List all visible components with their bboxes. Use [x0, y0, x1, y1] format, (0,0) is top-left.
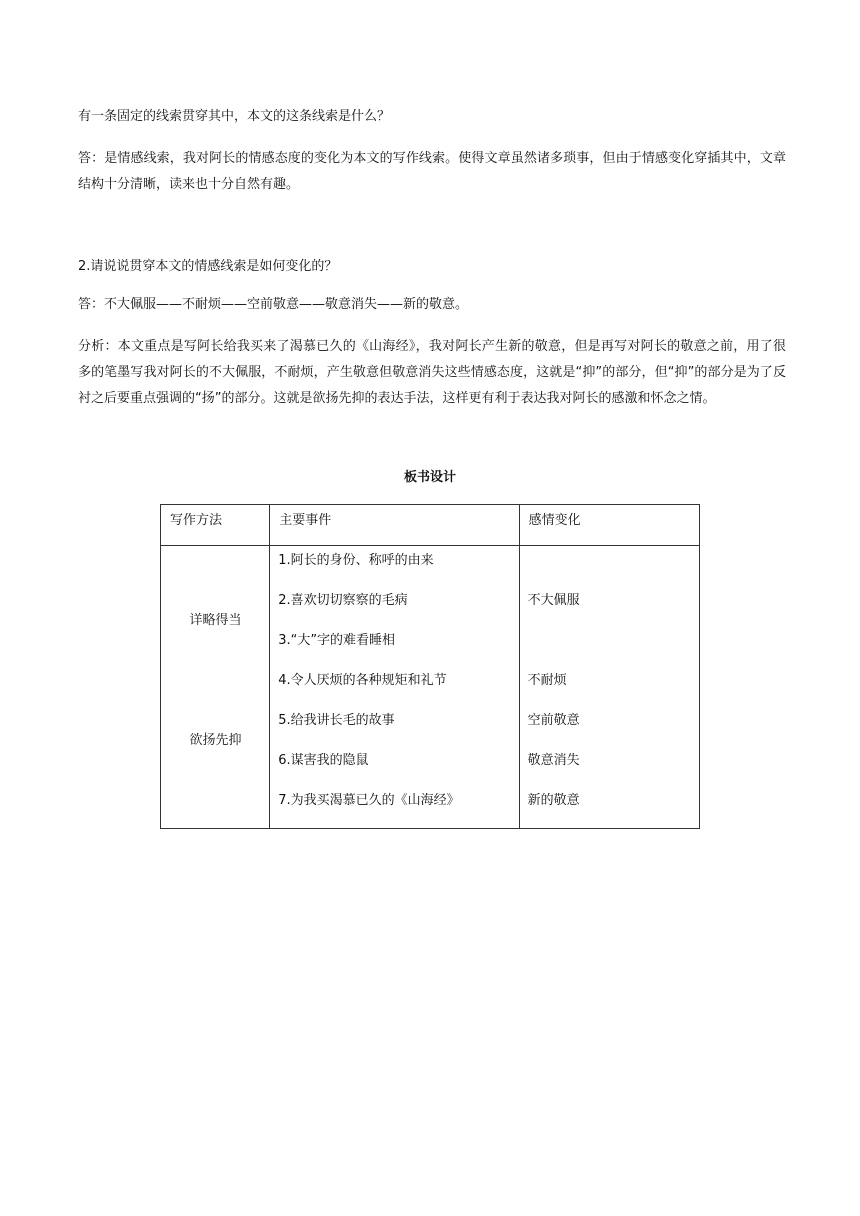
events-cell	[270, 546, 519, 829]
method-detail-balance: 详略得当	[189, 613, 242, 628]
event-item: 6.谋害我的隐鼠	[278, 753, 369, 768]
answer-clue-text: 答：是情感线索，我对阿长的情感态度的变化为本文的写作线索。使得文章虽然诸多琐事，但由于情感变化穿插其中，文章结构十分清晰，读来也十分自然有趣。	[78, 151, 786, 192]
header-cell-events	[270, 505, 519, 546]
header-cell-method	[161, 505, 270, 546]
table-header-row	[161, 505, 700, 546]
analysis-text: 分析：本文重点是写阿长给我买来了渴慕已久的《山海经》，我对阿长产生新的敬意，但是再写对阿长的敬意之前，用了很多的笔墨写我对阿长的不大佩服，不耐烦，产生敬意但敬意消失这些情感态度，这就是“抑”的部分，但“抑”的部分是为了反衬之后要重点强调的“扬”的部分。这就是欲扬先抑的表达手法，这样更有利于表达我对阿长的感激和怀念之情。	[78, 339, 786, 406]
feeling-item: 空前敬意	[527, 713, 580, 728]
board-design-table	[160, 504, 700, 829]
question-emotion-change-text: 2.请说说贯穿本文的情感线索是如何变化的？	[78, 259, 338, 274]
question-clue-text: 有一条固定的线索贯穿其中，本文的这条线索是什么？	[78, 109, 391, 124]
event-item: 5.给我讲长毛的故事	[278, 713, 395, 728]
method-suppress-before-praise: 欲扬先抑	[189, 733, 242, 748]
feeling-item: 不耐烦	[527, 673, 567, 688]
answer-emotion-change-text: 答：不大佩服——不耐烦——空前敬意——敬意消失——新的敬意。	[78, 297, 469, 312]
event-item: 7.为我买渴慕已久的《山海经》	[278, 793, 460, 808]
board-design-title: 板书设计	[403, 470, 456, 485]
feeling-item: 新的敬意	[527, 793, 580, 808]
feeling-item: 不大佩服	[527, 593, 580, 608]
event-item: 2.喜欢切切察察的毛病	[278, 593, 408, 608]
event-item: 3.“大”字的难看睡相	[278, 633, 396, 648]
event-item: 1.阿长的身份、称呼的由来	[278, 553, 434, 568]
table-body-row	[161, 546, 700, 829]
header-method-label: 写作方法	[170, 513, 223, 528]
event-item: 4.令人厌烦的各种规矩和礼节	[278, 673, 447, 688]
header-feelings-label: 感情变化	[528, 513, 581, 528]
header-events-label: 主要事件	[279, 513, 332, 528]
feeling-item: 敬意消失	[527, 753, 580, 768]
header-cell-feelings	[519, 505, 699, 546]
methods-cell	[161, 546, 270, 829]
feelings-cell	[519, 546, 699, 829]
